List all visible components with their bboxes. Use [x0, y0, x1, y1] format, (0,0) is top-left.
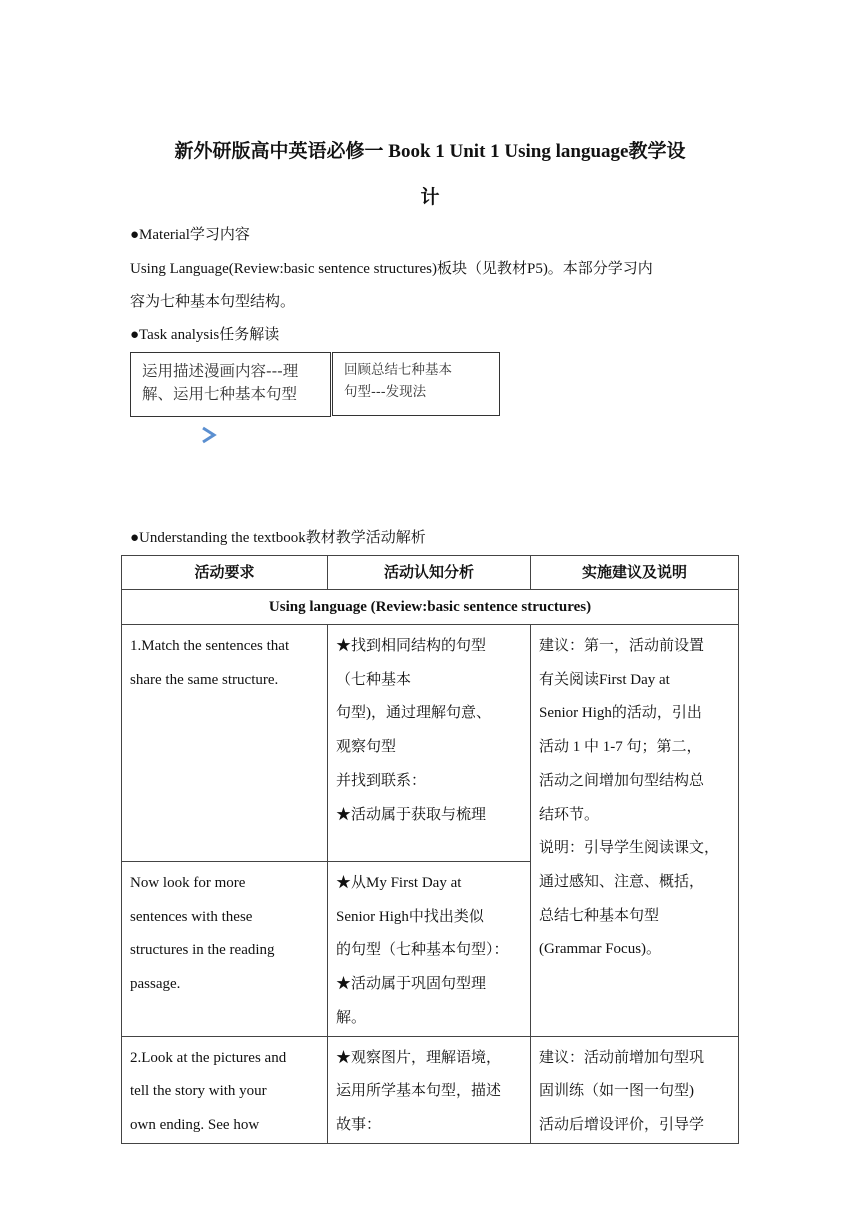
cell-line: ★观察图片，理解语境， [336, 1049, 502, 1066]
cell-line: 解。 [336, 1009, 367, 1026]
cell-line: 活动之间增加句型结构总 [539, 772, 705, 789]
activity-analysis-table [121, 555, 739, 1144]
cell-line: share the same structure. [130, 671, 279, 688]
cell-line: ★找到相同结构的句型 [336, 638, 487, 654]
cell-line: Now look for more [130, 875, 246, 891]
cell-line: 有关阅读First Day at [539, 671, 670, 688]
cell-line: 活动后增设评价，引导学 [539, 1116, 705, 1133]
cell-line: ★从My First Day at [336, 875, 462, 891]
cell-line: 观察句型 [336, 739, 397, 756]
header-cognitive-analysis: 活动认知分析 [328, 556, 531, 590]
table-row [122, 625, 739, 862]
task-box-review-line2: 句型---发现法 [344, 384, 427, 400]
cell-line: ★活动属于巩固句型理 [336, 976, 487, 993]
cell-line: 运用所学基本句型，描述 [336, 1083, 502, 1100]
header-implementation-notes: 实施建议及说明 [531, 556, 739, 590]
task-box-review-line1: 回顾总结七种基本 [344, 362, 452, 378]
cell-line: 通过感知、注意、概括， [539, 873, 705, 890]
row3-analysis [328, 1036, 531, 1143]
cell-line: 的句型（七种基本句型）： [336, 942, 509, 959]
cell-line: （七种基本 [336, 671, 412, 688]
row3-suggestions [531, 1036, 739, 1143]
section-title: Using language (Review:basic sentence structures) [122, 590, 739, 625]
cell-line: 建议：活动前增加句型巩 [539, 1049, 705, 1066]
cell-line: 并找到联系： [336, 772, 427, 789]
row1-suggestions [531, 625, 739, 1037]
cell-line: 固训练（如一图一句型) [539, 1083, 694, 1100]
cell-line: structures in the reading [130, 942, 275, 959]
table-row [122, 1036, 739, 1143]
cell-line: sentences with these [130, 908, 253, 925]
cell-line: own ending. See how [130, 1116, 260, 1133]
cell-line: 建议：第一，活动前设置 [539, 638, 705, 654]
cell-line: (Grammar Focus)。 [539, 941, 662, 958]
task-heading: ●Task analysis任务解读 [130, 327, 280, 343]
cell-line: 结环节。 [539, 806, 600, 823]
row1-requirement [122, 625, 328, 862]
cell-line: Senior High中找出类似 [336, 908, 484, 925]
cell-line: 句型)，通过理解句意、 [336, 705, 491, 722]
cell-line: 故事： [336, 1116, 382, 1133]
cell-line: 1.Match the sentences that [130, 638, 290, 654]
cell-line: tell the story with your [130, 1083, 267, 1100]
row1-analysis [328, 625, 531, 862]
page-title-continued: 计 [420, 187, 440, 208]
understanding-heading: ●Understanding the textbook教材教学活动解析 [130, 530, 426, 546]
task-box-review [332, 352, 500, 416]
material-body-line1: Using Language(Review:basic sentence structures)板块（见教材P5)。本部分学习内 [130, 261, 653, 277]
cell-line: 2.Look at the pictures and [130, 1049, 287, 1066]
cell-line: 说明：引导学生阅读课文， [539, 840, 720, 857]
table-header-row [122, 556, 739, 590]
page-title: 新外研版高中英语必修一 Book 1 Unit 1 Using language教学设 [174, 141, 686, 162]
header-activity-requirements: 活动要求 [122, 556, 328, 590]
row2-analysis [328, 862, 531, 1037]
table-section-row [122, 590, 739, 625]
row3-requirement [122, 1036, 328, 1143]
task-box-apply-line2: 解、运用七种基本句型 [142, 385, 298, 403]
cell-line: Senior High的活动，引出 [539, 705, 702, 722]
task-box-apply-line1: 运用描述漫画内容---理 [142, 362, 299, 380]
row2-requirement [122, 862, 328, 1037]
cell-line: 活动 1 中 1-7 句；第二， [539, 739, 702, 756]
material-body-line2: 容为七种基本句型结构。 [130, 294, 296, 310]
right-arrow-icon [128, 425, 220, 445]
task-box-apply [130, 352, 331, 417]
cell-line: ★活动属于获取与梳理 [336, 806, 487, 823]
cell-line: 总结七种基本句型 [539, 907, 660, 924]
material-heading: ●Material学习内容 [130, 227, 250, 243]
cell-line: passage. [130, 976, 181, 993]
